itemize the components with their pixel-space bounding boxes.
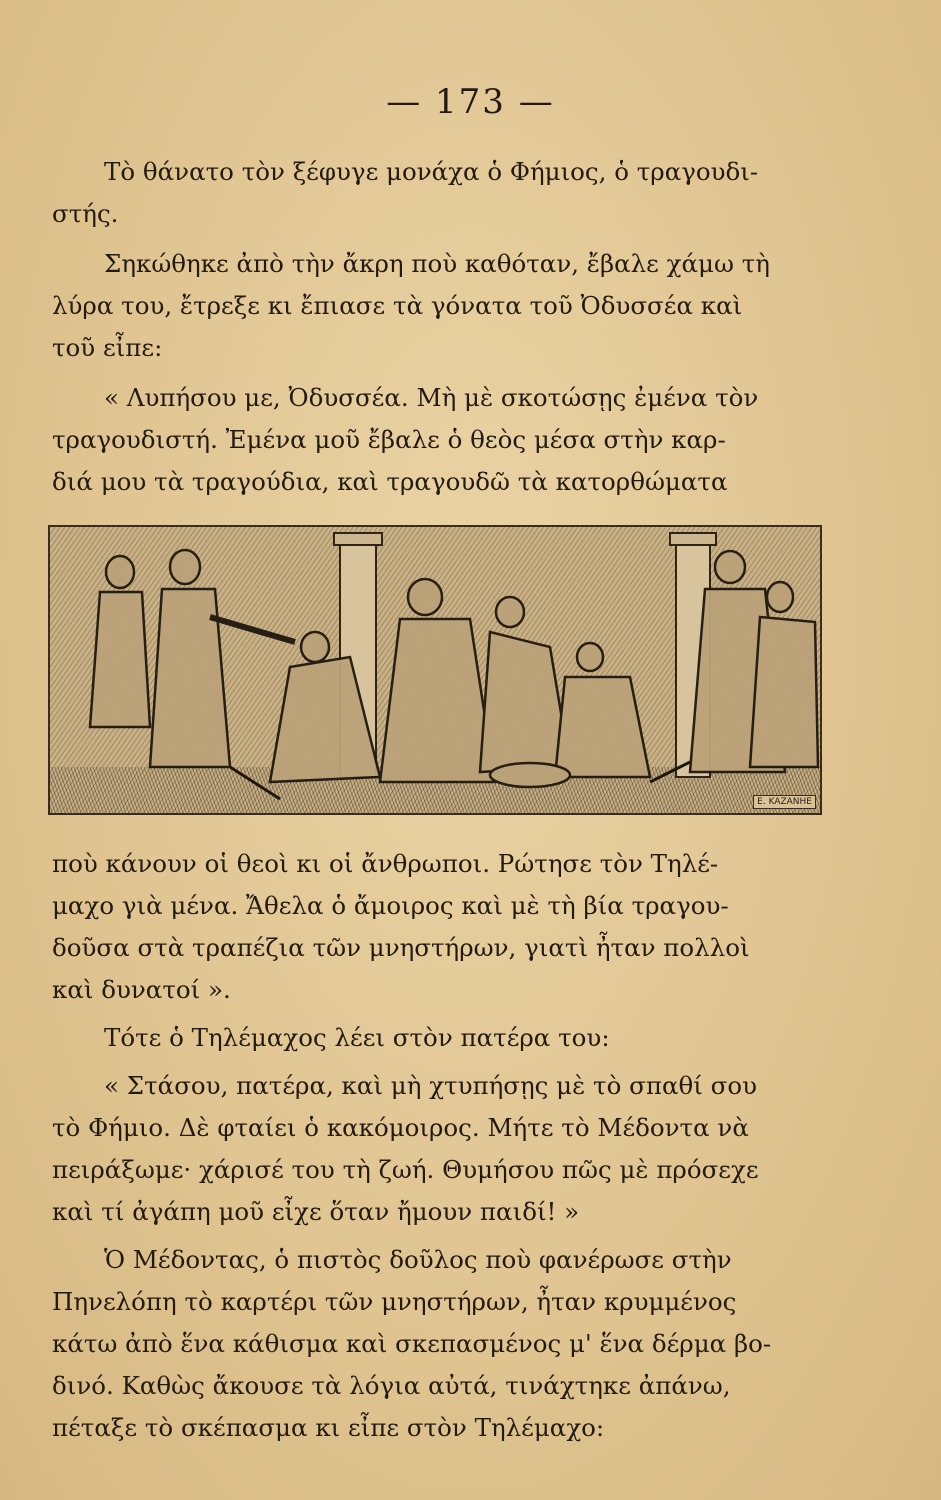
text-block-top: [52, 140, 822, 500]
text-line: Ὁ Μέδοντας, ὁ πιστὸς δοῦλος ποὺ φανέρωσε στὴν: [104, 1245, 732, 1274]
text-block-bottom: [52, 840, 822, 1440]
text-line: πέταξε τὸ σκέπασμα κι εἶπε στὸν Τηλέμαχο:: [52, 1413, 605, 1442]
text-line: καὶ τί ἀγάπη μοῦ εἶχε ὅταν ἤμουν παιδί! »: [52, 1197, 580, 1226]
engraver-signature: E. KAZANHE: [753, 795, 816, 809]
text-line: τραγουδιστή. Ἐμένα μοῦ ἔβαλε ὁ θεὸς μέσα στὴν καρ-: [52, 425, 726, 454]
engraving-scene: [50, 527, 820, 813]
text-line: στής.: [52, 199, 119, 228]
text-line: μαχο γιὰ μένα. Ἄθελα ὁ ἄμοιρος καὶ μὲ τὴ βία τραγου-: [52, 891, 729, 920]
text-line: κάτω ἀπὸ ἕνα κάθισμα καὶ σκεπασμένος μ' ἕνα δέρμα βο-: [52, 1329, 772, 1358]
text-line: δινό. Καθὼς ἄκουσε τὰ λόγια αὐτά, τινάχτηκε ἀπάνω,: [52, 1371, 731, 1400]
text-line: Τότε ὁ Τηλέμαχος λέει στὸν πατέρα του:: [104, 1023, 610, 1052]
text-line: τὸ Φήμιο. Δὲ φταίει ὁ κακόμοιρος. Μήτε τὸ Μέδοντα νὰ: [52, 1113, 749, 1142]
text-line: πειράξωμε· χάρισέ του τὴ ζωή. Θυμήσου πῶς μὲ πρόσεχε: [52, 1155, 759, 1184]
text-line: « Στάσου, πατέρα, καὶ μὴ χτυπήσῃς μὲ τὸ σπαθί σου: [104, 1071, 758, 1100]
text-line: Τὸ θάνατο τὸν ξέφυγε μονάχα ὁ Φήμιος, ὁ τραγουδι-: [104, 157, 759, 186]
page-number: — 173 —: [386, 82, 555, 122]
engraving-illustration: [48, 525, 822, 815]
text-line: « Λυπήσου με, Ὀδυσσέα. Μὴ μὲ σκοτώσῃς ἐμένα τὸν: [104, 383, 759, 412]
text-line: καὶ δυνατοί ».: [52, 975, 231, 1004]
text-line: δοῦσα στὰ τραπέζια τῶν μνηστήρων, γιατὶ ἦταν πολλοὶ: [52, 933, 750, 962]
text-line: ποὺ κάνουν οἱ θεοὶ κι οἱ ἄνθρωποι. Ρώτησε τὸν Τηλέ-: [52, 849, 719, 878]
text-line: διά μου τὰ τραγούδια, καὶ τραγουδῶ τὰ κατορθώματα: [52, 467, 728, 496]
text-line: λύρα του, ἔτρεξε κι ἔπιασε τὰ γόνατα τοῦ Ὀδυσσέα καὶ: [52, 291, 743, 320]
text-line: Πηνελόπη τὸ καρτέρι τῶν μνηστήρων, ἦταν κρυμμένος: [52, 1287, 737, 1316]
text-line: Σηκώθηκε ἀπὸ τὴν ἄκρη ποὺ καθόταν, ἔβαλε χάμω τὴ: [104, 249, 770, 278]
text-line: τοῦ εἶπε:: [52, 333, 163, 362]
